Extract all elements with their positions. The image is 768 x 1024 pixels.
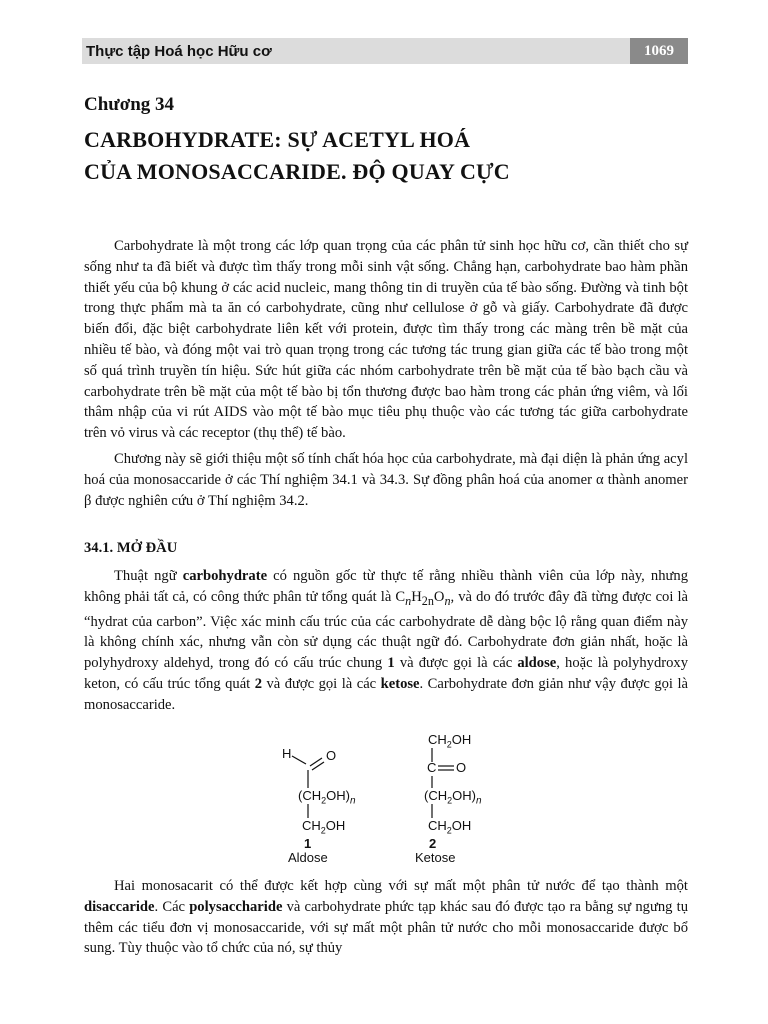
ketose-name: Ketose: [415, 850, 456, 865]
running-header: [82, 38, 688, 64]
aldose-h: H: [282, 746, 292, 761]
chapter-label: Chương 34: [84, 94, 175, 115]
intro-paragraph-1: Carbohydrate là một trong các lớp quan trọng của các phân tử sinh học hữu cơ, cần thiết cho sự sống như ta đã biết và được tìm thấy trong mỗi sinh vật sống. Chẳng hạn, carbohydrate bao hàm phần thiết yếu của bộ khung ở các acid nucleic, mang thông tin di truyền của tế bào sống. Đường và tinh bột trong thực phẩm mà ta ăn có carbohydrate, cũng như cellulose ở gỗ và giấy. Carbohydrate đã được biến đổi, đặc biệt carbohydrate liên kết với protein, được tìm thấy trong các màng trên bề mặt của nhiều tế bào, và đóng một vai trò quan trọng trong các tương tác trung gian giữa các tế bào trong một số quá trình truyền tín hiệu. Sức hút giữa các nhóm carbohydrate trên bề mặt của tế bào bạch cầu và carbohydrate trên bề mặt của một tế bào bị tổn thương được bao hàm trong các phản ứng viêm, và lối thâm nhập của vi rút AIDS vào một tế bào mục tiêu phụ thuộc vào các tương tác giữa carbohydrate trên vỏ virus và các receptor (thụ thể) tế bào.: [84, 238, 688, 442]
aldose-repeat-unit: $(CH_2OH)_n$: [298, 788, 356, 807]
section-paragraph-2: Hai monosacarit có thể được kết hợp cùng với sự mất một phân tử nước để tạo thành một disaccaride. Các polysaccharide và carbohydrate phức tạp khác sau đó được tạo ra bằng sự ngưng tụ thêm các tiểu đơn vị monosaccaride, với sự mất một phân tử nước cho mỗi monosaccaride được bổ sung. Tùy thuộc vào tổ chức của nó, sự thủy: [84, 878, 688, 957]
aldose-number: 1: [304, 836, 312, 851]
header-title: Thực tập Hoá học Hữu cơ: [86, 42, 272, 60]
section-paragraph-1: Thuật ngữ carbohydrate có nguồn gốc từ thực tế rằng nhiều thành viên của lớp này, nhưng không phải tất cả, có công thức phân tử tổng quát là $C_nH_{2n}O_n$, và do đó trước đây đã từng được coi là “hydrat của carbon”. Việc xác minh cấu trúc của các carbohydrate dễ dàng bộc lộ rằng quan điểm này là không chính xác, nhưng vẫn còn sử dụng các thuật ngữ đó. Carbohydrate đơn giản nhất, hoặc là polyhydroxy aldehyd, trong đó có cấu trúc chung 1 và được gọi là các aldose, hoặc là polyhydroxy keton, có cấu trúc tổng quát 2 và được gọi là các ketose. Carbohydrate đơn giản như vậy được gọi là monosaccaride.: [84, 568, 689, 713]
intro-text: [84, 236, 688, 516]
ketose-end-group: $CH_2OH$: [428, 818, 472, 836]
aldose-h-bond: [292, 756, 306, 764]
aldose-o: O: [326, 748, 337, 763]
ketose-number: 2: [429, 836, 437, 851]
section-text: [84, 566, 688, 720]
section-text-continued: [84, 876, 688, 964]
structure-figure: [270, 728, 500, 866]
section-heading: 34.1. MỞ ĐẦU: [84, 540, 178, 556]
ketose-top-group: $CH_2OH$: [428, 732, 472, 750]
ketose-o: O: [456, 760, 467, 775]
page-number: 1069: [630, 38, 688, 64]
chapter-title: [84, 124, 694, 188]
ketose-carbon: C: [427, 760, 437, 775]
chapter-title-line-1: CARBOHYDRATE: SỰ ACETYL HOÁ: [84, 127, 471, 152]
ketose-repeat-unit: $(CH_2OH)_n$: [424, 788, 482, 807]
intro-paragraph-2: Chương này sẽ giới thiệu một số tính chất hóa học của carbohydrate, mà đại diện là phản ứng acyl hoá của monosaccaride ở các Thí nghiệm 34.1 và 34.3. Sự đồng phân hoá của anomer α thành anomer β được nghiên cứu ở Thí nghiệm 34.2.: [84, 450, 688, 509]
aldose-name: Aldose: [288, 850, 328, 865]
aldose-end-group: $CH_2OH$: [302, 818, 346, 836]
chapter-title-line-2: CỦA MONOSACCARIDE. ĐỘ QUAY CỰC: [84, 159, 510, 184]
